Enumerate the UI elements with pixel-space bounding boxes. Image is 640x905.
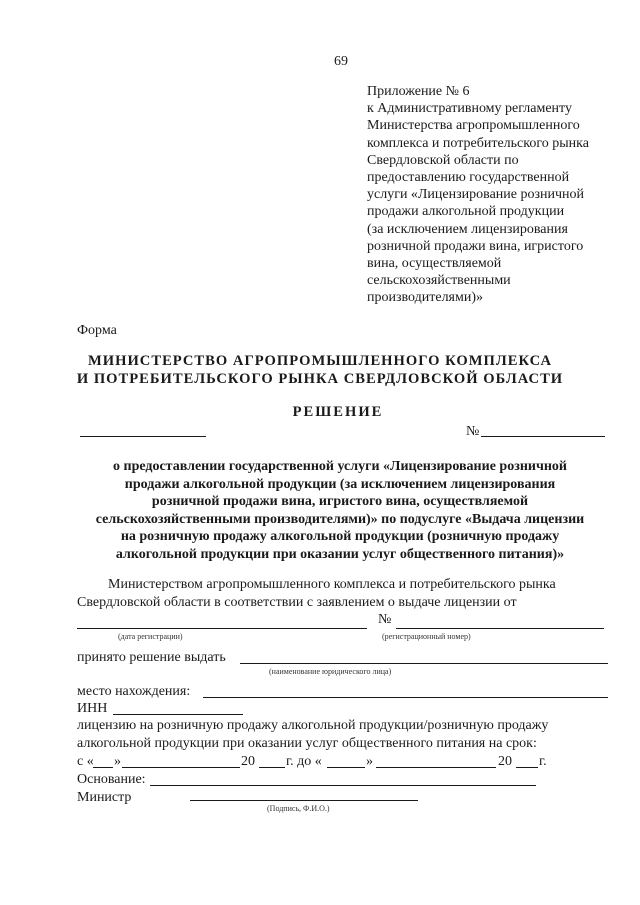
term-to-prefix: г. до «	[286, 754, 322, 769]
legal-entity-line	[240, 663, 608, 664]
caption-signature: (Подпись, Ф.И.О.)	[267, 804, 330, 813]
inn-line	[113, 714, 243, 715]
term-from-month-line	[122, 767, 240, 768]
appendix-block	[367, 83, 589, 307]
term-from-day-line	[93, 767, 113, 768]
term-to-quote: »	[366, 754, 373, 769]
appendix-line: к Административному регламенту	[367, 101, 572, 117]
appendix-line: продажи алкогольной продукции	[367, 204, 565, 220]
inn-label: ИНН	[77, 701, 108, 716]
subject-line: на розничную продажу алкогольной продукции (розничную продажу	[120, 529, 560, 545]
caption-legal-entity: (наименование юридического лица)	[269, 667, 392, 676]
caption-registration-number: (регистрационный номер)	[382, 632, 471, 641]
ministry-name-line-1: МИНИСТЕРСТВО АГРОПРОМЫШЛЕННОГО КОМПЛЕКСА	[87, 353, 553, 369]
appendix-line: Приложение № 6	[367, 84, 470, 99]
appendix-line: розничной продажи вина, игристого	[367, 238, 584, 254]
term-to-year-line	[516, 767, 538, 768]
term-from-year: 20	[241, 754, 255, 769]
appendix-line: комплекса и потребительского рынка	[367, 135, 589, 151]
appendix-line: Министерства агропромышленного	[367, 118, 580, 134]
decision-number-line	[481, 436, 605, 437]
registration-date-line	[77, 628, 367, 629]
location-line	[203, 697, 608, 698]
decision-number-sign: №	[466, 424, 480, 439]
subject-line: розничной продажи вина, игристого вина, осуществляемой	[151, 494, 529, 510]
appendix-line: услуги «Лицензирование розничной	[367, 187, 585, 203]
appendix-line: производителями)»	[367, 290, 484, 306]
registration-number-line	[396, 628, 604, 629]
subject-line: продажи алкогольной продукции (за исключением лицензирования	[124, 476, 556, 492]
form-label: Форма	[77, 323, 117, 338]
term-to-month-line	[376, 767, 496, 768]
decision-title: РЕШЕНИЕ	[292, 404, 384, 420]
location-label: место нахождения:	[77, 684, 191, 699]
paragraph-line-1: Министерством агропромышленного комплекса и потребительского рынка	[108, 577, 556, 592]
caption-registration-date: (дата регистрации)	[118, 632, 183, 641]
term-to-suffix: г.	[539, 754, 547, 769]
minister-label: Министр	[77, 790, 132, 805]
term-to-year: 20	[498, 754, 512, 769]
license-line-1: лицензию на розничную продажу алкогольной продукции/розничную продажу	[77, 718, 549, 733]
decision-date-line	[80, 436, 206, 437]
subject-line: о предоставлении государственной услуги «Лицензирование розничной	[113, 459, 567, 474]
ministry-name-line-2: И ПОТРЕБИТЕЛЬСКОГО РЫНКА СВЕРДЛОВСКОЙ ОБЛАСТИ	[76, 371, 564, 387]
appendix-line: (за исключением лицензирования	[367, 221, 568, 237]
term-to-day-line	[327, 767, 365, 768]
term-from-prefix: с «	[77, 754, 94, 769]
decision-subject	[40, 458, 640, 564]
appendix-line: сельскохозяйственными	[367, 273, 511, 289]
page-number: 69	[334, 54, 348, 69]
registration-number-sign: №	[378, 612, 392, 627]
appendix-line: предоставлению государственной	[367, 170, 570, 186]
license-line-2: алкогольной продукции при оказании услуг общественного питания на срок:	[77, 736, 537, 751]
subject-line: алкогольной продукции при оказании услуг общественного питания)»	[115, 546, 565, 562]
basis-label: Основание:	[77, 772, 146, 787]
appendix-line: вина, осуществляемой	[367, 256, 502, 272]
subject-line: сельскохозяйственными производителями)» по подуслуге «Выдача лицензии	[95, 511, 585, 527]
decided-label: принято решение выдать	[77, 650, 226, 665]
signature-line	[190, 800, 418, 801]
paragraph-line-2: Свердловской области в соответствии с заявлением о выдаче лицензии от	[77, 595, 517, 610]
basis-line	[150, 785, 536, 786]
appendix-line: Свердловской области по	[367, 152, 519, 168]
term-from-quote: »	[114, 754, 121, 769]
term-from-year-line	[259, 767, 285, 768]
